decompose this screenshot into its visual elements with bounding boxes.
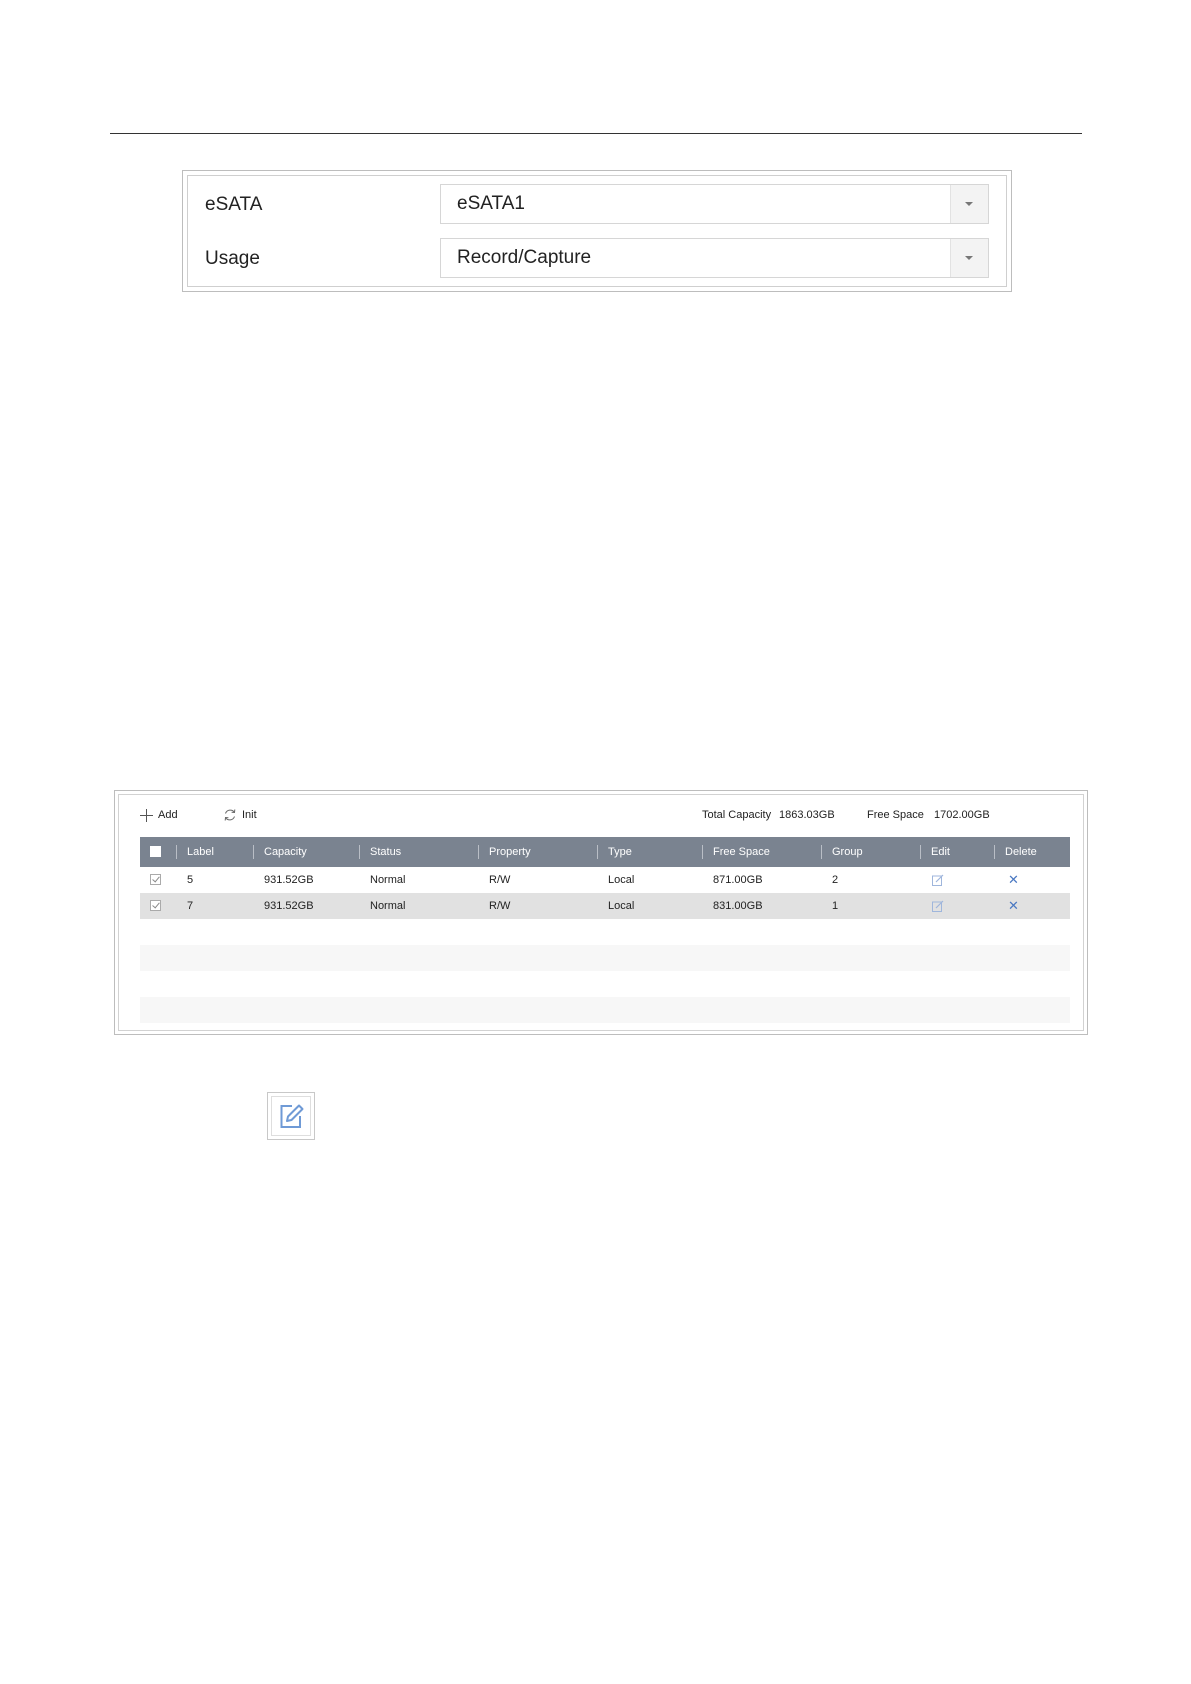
edit-button[interactable] (920, 867, 994, 893)
cell-free-space: 831.00GB (713, 900, 763, 912)
edit-button[interactable] (920, 893, 994, 919)
hdd-list-inner (118, 794, 1084, 1031)
header-select-all[interactable] (140, 837, 176, 867)
hdd-table (140, 837, 1070, 1023)
refresh-icon (223, 808, 237, 822)
esata-select[interactable] (440, 184, 989, 224)
esata-select-value: eSATA1 (457, 193, 525, 214)
column-header: Type (597, 837, 702, 867)
free-space-label: Free Space (867, 809, 924, 821)
cell-property: R/W (489, 900, 511, 912)
column-header: Group (821, 837, 920, 867)
edit-icon (932, 900, 944, 912)
init-button-label: Init (242, 809, 257, 821)
esata-row (188, 184, 1006, 226)
cell-type: Local (608, 874, 635, 886)
usage-select[interactable] (440, 238, 989, 278)
cell-label: 5 (187, 874, 194, 886)
column-header: Status (359, 837, 478, 867)
free-space-value: 1702.00GB (934, 809, 990, 821)
cell-group: 1 (832, 900, 839, 912)
add-button[interactable] (140, 805, 178, 825)
select-all-checkbox[interactable] (150, 846, 161, 857)
column-header: Delete (994, 837, 1070, 867)
cell-label: 7 (187, 900, 194, 912)
row-checkbox[interactable] (150, 900, 161, 911)
table-header (140, 837, 1070, 867)
cell-free-space: 871.00GB (713, 874, 763, 886)
empty-row (140, 997, 1070, 1023)
table-row[interactable] (140, 867, 1070, 893)
close-icon: ✕ (1008, 898, 1019, 913)
usage-select-value: Record/Capture (457, 247, 592, 268)
hdd-list-panel (114, 790, 1088, 1035)
cell-capacity: 931.52GB (264, 900, 314, 912)
init-button[interactable] (223, 805, 257, 825)
column-header: Label (176, 837, 253, 867)
row-checkbox[interactable] (150, 874, 161, 885)
edit-icon-frame (271, 1096, 311, 1136)
delete-button[interactable] (994, 893, 1070, 919)
empty-row (140, 945, 1070, 971)
add-button-label: Add (158, 809, 178, 821)
esata-settings-inner (187, 175, 1007, 287)
column-header: Edit (920, 837, 994, 867)
chevron-down-icon[interactable] (950, 239, 988, 277)
row-select-cell[interactable] (140, 867, 176, 893)
empty-row (140, 971, 1070, 997)
row-select-cell[interactable] (140, 893, 176, 919)
column-header: Capacity (253, 837, 359, 867)
cell-capacity: 931.52GB (264, 874, 314, 886)
total-capacity-value: 1863.03GB (779, 809, 835, 821)
esata-label: eSATA (205, 194, 263, 215)
cell-group: 2 (832, 874, 839, 886)
cell-status: Normal (370, 874, 406, 886)
plus-icon (140, 809, 153, 822)
edit-icon (267, 1092, 315, 1140)
cell-type: Local (608, 900, 635, 912)
cell-property: R/W (489, 874, 511, 886)
table-row[interactable] (140, 893, 1070, 919)
esata-settings-panel (182, 170, 1012, 292)
delete-button[interactable] (994, 867, 1070, 893)
total-capacity-label: Total Capacity (702, 809, 772, 821)
close-icon: ✕ (1008, 872, 1019, 887)
column-header: Property (478, 837, 597, 867)
edit-icon (272, 1097, 310, 1135)
cell-status: Normal (370, 900, 406, 912)
column-header: Free Space (702, 837, 821, 867)
chevron-down-icon[interactable] (950, 185, 988, 223)
empty-row (140, 919, 1070, 945)
page-header-rule (110, 133, 1082, 134)
usage-label: Usage (205, 248, 260, 269)
edit-icon (932, 874, 944, 886)
usage-row (188, 238, 1006, 280)
